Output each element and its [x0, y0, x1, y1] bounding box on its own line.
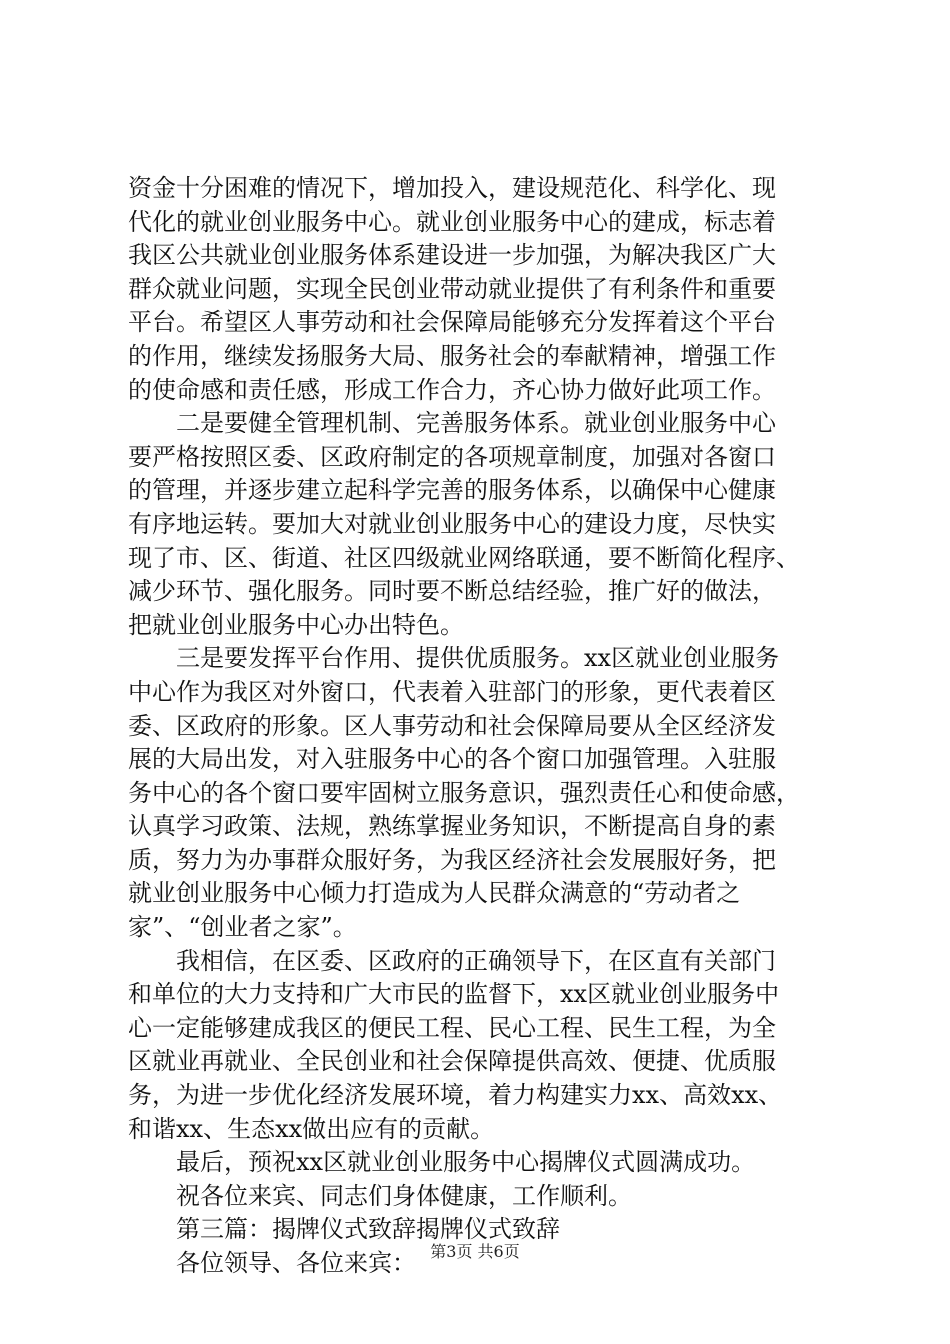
text-line: 质，努力为办事群众服好务，为我区经济社会发展服好务，把 — [128, 845, 776, 874]
text-line: 群众就业问题，实现全民创业带动就业提供了有利条件和重要 — [128, 274, 776, 303]
text-line: 要严格按照区委、区政府制定的各项规章制度，加强对各窗口 — [128, 442, 776, 471]
text-line: 二是要健全管理机制、完善服务体系。就业创业服务中心 — [128, 409, 776, 438]
text-line: 平台。希望区人事劳动和社会保障局能够充分发挥着这个平台 — [128, 308, 776, 337]
text-line: 就业创业服务中心倾力打造成为人民群众满意的“劳动者之 — [128, 879, 741, 908]
text-line: 的使命感和责任感，形成工作合力，齐心协力做好此项工作。 — [128, 375, 776, 404]
text-line: 务，为进一步优化经济发展环境，着力构建实力xx、高效xx、 — [128, 1081, 783, 1110]
text-line: 和谐xx、生态xx做出应有的贡献。 — [128, 1114, 495, 1143]
salutation-line: 各位领导、各位来宾： — [128, 1249, 416, 1277]
text-line: 最后，预祝xx区就业创业服务中心揭牌仪式圆满成功。 — [128, 1148, 756, 1177]
text-line: 我区公共就业创业服务体系建设进一步加强，为解决我区广大 — [128, 241, 776, 270]
text-line: 的作用，继续发扬服务大局、服务社会的奉献精神，增强工作 — [128, 341, 776, 370]
text-line: 心一定能够建成我区的便民工程、民心工程、民生工程，为全 — [128, 1013, 776, 1042]
text-line: 把就业创业服务中心办出特色。 — [128, 610, 464, 639]
text-line: 的管理，并逐步建立起科学完善的服务体系，以确保中心健康 — [128, 476, 776, 505]
text-line: 中心作为我区对外窗口，代表着入驻部门的形象，更代表着区 — [128, 677, 776, 706]
text-line: 委、区政府的形象。区人事劳动和社会保障局要从全区经济发 — [128, 711, 776, 740]
text-line: 三是要发挥平台作用、提供优质服务。xx区就业创业服务 — [128, 644, 780, 673]
text-line: 区就业再就业、全民创业和社会保障提供高效、便捷、优质服 — [128, 1047, 776, 1076]
text-line: 资金十分困难的情况下，增加投入，建设规范化、科学化、现 — [128, 174, 776, 202]
text-line: 祝各位来宾、同志们身体健康，工作顺利。 — [128, 1181, 632, 1210]
text-line: 有序地运转。要加大对就业创业服务中心的建设力度，尽快实 — [128, 509, 776, 538]
text-line: 展的大局出发，对入驻服务中心的各个窗口加强管理。入驻服 — [128, 745, 776, 774]
text-line: 我相信，在区委、区政府的正确领导下，在区直有关部门 — [128, 946, 776, 975]
page-number-footer: 第3页 共6页 — [430, 1242, 520, 1261]
text-line: 代化的就业创业服务中心。就业创业服务中心的建成，标志着 — [128, 207, 776, 236]
text-line: 和单位的大力支持和广大市民的监督下，xx区就业创业服务中 — [128, 980, 780, 1009]
text-line: 减少环节、强化服务。同时要不断总结经验，推广好的做法， — [128, 577, 776, 606]
text-line: 务中心的各个窗口要牢固树立服务意识，强烈责任心和使命感， — [128, 778, 800, 807]
document-body — [128, 172, 858, 1281]
text-line: 现了市、区、街道、社区四级就业网络联通，要不断简化程序、 — [128, 543, 800, 572]
text-line: 家”、“创业者之家”。 — [128, 913, 357, 942]
section-heading: 第三篇：揭牌仪式致辞揭牌仪式致辞 — [128, 1215, 560, 1244]
text-line: 认真学习政策、法规，熟练掌握业务知识，不断提高自身的素 — [128, 812, 776, 841]
